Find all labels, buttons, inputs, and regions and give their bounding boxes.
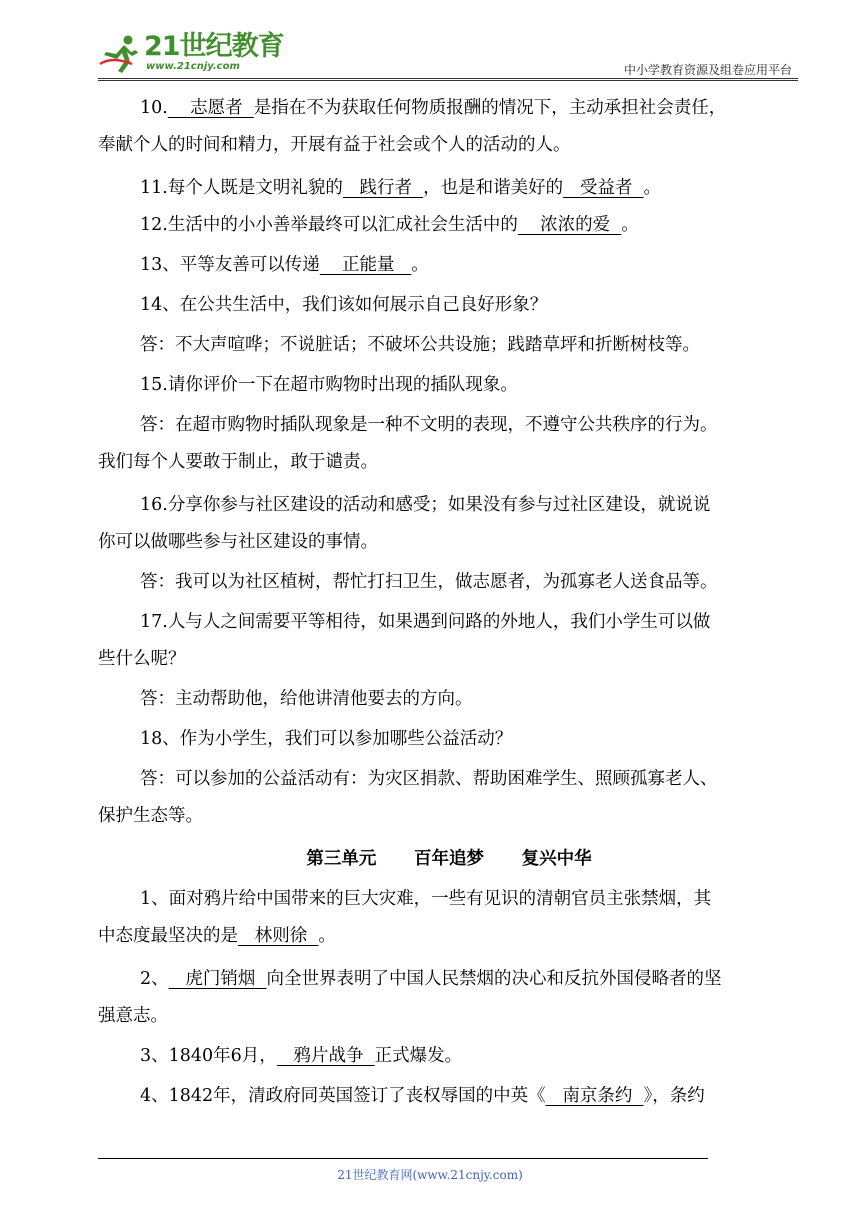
- text-line: [98, 133, 571, 157]
- section-title: 第三单元 百年追梦 复兴中华: [306, 849, 592, 869]
- text-line: [140, 570, 718, 594]
- text-segment: 答：主动帮助他，给他讲清他要去的方向。: [140, 689, 473, 709]
- footer-link[interactable]: 21世纪教育网(www.21cnjy.com): [337, 1168, 523, 1182]
- text-segment: 。: [643, 178, 661, 198]
- footer-divider: [98, 1158, 708, 1159]
- text-line: [140, 253, 429, 277]
- text-segment: 答：我可以为社区植树，帮忙打扫卫生，做志愿者，为孤寡老人送食品等。: [140, 572, 718, 592]
- logo-url: www.21cnjy.com: [146, 61, 240, 72]
- text-segment: 1、面对鸦片给中国带来的巨大灾难，一些有见识的清朝官员主张禁烟，其: [140, 889, 712, 909]
- fill-in-answer: 浓浓的爱: [517, 215, 622, 235]
- fill-in-answer: 林则徐: [238, 926, 319, 946]
- text-line: [140, 373, 518, 397]
- text-line: [140, 413, 718, 437]
- text-segment: 4、1842年，清政府同英国签订了丧权辱国的中英《: [140, 1086, 546, 1106]
- text-segment: 你可以做哪些参与社区建设的事情。: [98, 532, 378, 552]
- text-segment: 。: [411, 255, 429, 275]
- text-segment: 17.人与人之间需要平等相待，如果遇到问路的外地人，我们小学生可以做: [140, 612, 711, 632]
- text-segment: 保护生态等。: [98, 806, 203, 826]
- fill-in-answer: 正能量: [319, 255, 412, 275]
- text-line: [140, 333, 700, 357]
- fill-in-answer: 南京条约: [545, 1086, 644, 1106]
- text-segment: 。: [621, 215, 639, 235]
- text-segment: 11.每个人既是文明礼貌的: [140, 178, 343, 198]
- text-line: [98, 450, 378, 474]
- page-header: [98, 28, 798, 80]
- text-segment: 》，条约: [643, 1086, 705, 1106]
- text-line: [140, 1084, 705, 1108]
- text-segment: 我们每个人要敢于制止，敢于谴责。: [98, 452, 378, 472]
- text-line: [98, 647, 186, 671]
- text-segment: 答：可以参加的公益活动有：为灾区捐款、帮助困难学生、照顾孤寡老人、: [140, 769, 718, 789]
- text-line: [140, 610, 710, 634]
- text-line: [140, 767, 718, 791]
- header-divider: [98, 78, 798, 81]
- text-segment: 13、平等友善可以传递: [140, 255, 320, 275]
- text-segment: 16.分享你参与社区建设的活动和感受；如果没有参与过社区建设，就说说: [140, 495, 711, 515]
- text-segment: 强意志。: [98, 1006, 168, 1026]
- text-line: [140, 176, 661, 200]
- text-segment: 14、在公共生活中，我们该如何展示自己良好形象？: [140, 295, 548, 315]
- text-segment: 些什么呢？: [98, 649, 186, 669]
- text-line: [140, 1044, 462, 1068]
- text-line: [140, 213, 639, 237]
- platform-tagline: 中小学教育资源及组卷应用平台: [623, 63, 792, 77]
- text-segment: 10.: [140, 98, 168, 118]
- fill-in-answer: 践行者: [342, 178, 424, 198]
- text-line: [140, 887, 711, 911]
- text-line: [140, 293, 547, 317]
- text-line: [140, 493, 710, 517]
- runner-logo-icon: [98, 34, 142, 74]
- site-logo: [98, 28, 288, 78]
- fill-in-answer: 虎门销烟: [168, 969, 267, 989]
- text-segment: 奉献个人的时间和精力，开展有益于社会或个人的活动的人。: [98, 135, 571, 155]
- text-line: [98, 924, 336, 948]
- text-line: [98, 804, 203, 828]
- fill-in-answer: 鸦片战争: [276, 1046, 375, 1066]
- text-segment: 3、1840年6月，: [140, 1046, 277, 1066]
- text-segment: 向全世界表明了中国人民禁烟的决心和反抗外国侵略者的坚: [266, 969, 722, 989]
- text-segment: 中态度最坚决的是: [98, 926, 238, 946]
- text-segment: 答：不大声喧哗；不说脏话；不破坏公共设施；践踏草坪和折断树枝等。: [140, 335, 700, 355]
- text-line: [98, 530, 378, 554]
- fill-in-answer: 受益者: [563, 178, 644, 198]
- text-segment: 是指在不为获取任何物质报酬的情况下，主动承担社会责任，: [253, 98, 727, 118]
- text-segment: 答：在超市购物时插队现象是一种不文明的表现，不遵守公共秩序的行为。: [140, 415, 718, 435]
- text-segment: 15.请你评价一下在超市购物时出现的插队现象。: [140, 375, 518, 395]
- text-segment: 18、作为小学生，我们可以参加哪些公益活动？: [140, 729, 513, 749]
- logo-wordmark: 21世纪教育: [144, 31, 284, 62]
- text-segment: 正式爆发。: [374, 1046, 463, 1066]
- text-line: [140, 96, 726, 120]
- text-line: [140, 687, 473, 711]
- text-segment: 。: [318, 926, 336, 946]
- text-segment: 12.生活中的小小善举最终可以汇成社会生活中的: [140, 215, 518, 235]
- text-line: [98, 1004, 168, 1028]
- text-line: [140, 967, 721, 991]
- text-segment: 2、: [140, 969, 169, 989]
- text-segment: ，也是和谐美好的: [423, 178, 564, 198]
- fill-in-answer: 志愿者: [167, 98, 254, 118]
- text-line: [140, 727, 512, 751]
